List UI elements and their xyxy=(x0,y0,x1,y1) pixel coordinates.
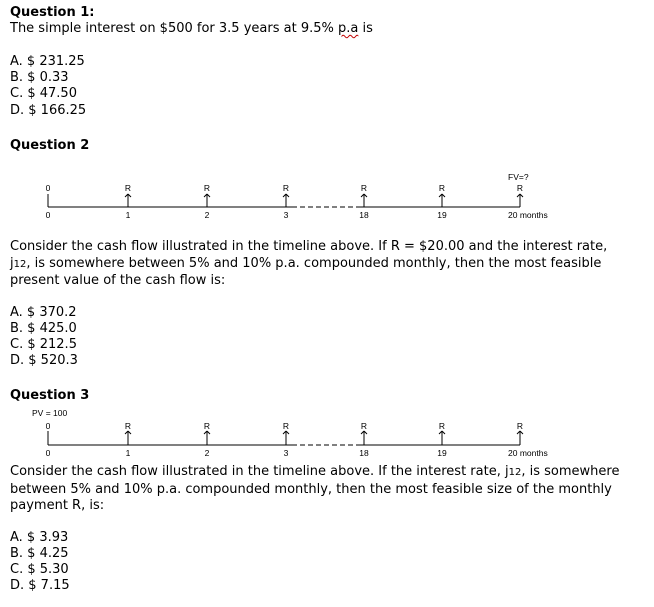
question-2-option-b: B. $ 425.0 xyxy=(10,321,77,336)
tl2-bottom-5: 19 xyxy=(437,210,447,220)
tl2-bottom-3: 3 xyxy=(283,210,289,220)
timeline-question-2 xyxy=(46,172,548,220)
tl3-top-3: R xyxy=(282,421,290,431)
question-2-option-c: C. $ 212.5 xyxy=(10,337,77,352)
tl2-top-3: R xyxy=(282,183,290,193)
question-1-option-a: A. $ 231.25 xyxy=(10,54,85,69)
tl2-top-0: 0 xyxy=(45,183,51,193)
question-1-text-part: The simple interest on $500 for 3.5 years at 9.5% xyxy=(10,21,338,36)
tl3-arrows xyxy=(48,431,523,445)
question-1-option-c: C. $ 47.50 xyxy=(10,86,77,101)
question-1-title: Question 1: xyxy=(10,5,95,20)
tl2-bottom-0: 0 xyxy=(45,210,51,220)
question-1-pa-text: p.a xyxy=(337,21,359,36)
question-3-option-c: C. $ 5.30 xyxy=(10,562,69,577)
tl2-bottom-2: 2 xyxy=(204,210,210,220)
question-2-text-line-2: , is somewhere between 5% and 10% p.a. compounded monthly, then the most feasible xyxy=(26,255,602,271)
question-3-option-d: D. $ 7.15 xyxy=(10,578,70,593)
tl3-bottom-2: 2 xyxy=(204,448,210,458)
tl2-fv-label: FV=? xyxy=(508,172,529,182)
tl3-bottom-6: 20 months xyxy=(508,448,548,458)
question-3-text-line-3: payment R, is: xyxy=(10,498,105,513)
question-3-text-line-2: between 5% and 10% p.a. compounded monthly, then the most feasible size of the monthly xyxy=(10,481,612,497)
question-2-j-symbol: j xyxy=(10,255,14,271)
tl3-bottom-3: 3 xyxy=(283,448,289,458)
tl3-bottom-0: 0 xyxy=(45,448,51,458)
question-3-option-a: A. $ 3.93 xyxy=(10,530,69,545)
question-1-option-b: B. $ 0.33 xyxy=(10,70,69,85)
question-3-text-line-1: Consider the cash flow illustrated in the timeline above. If the interest rate, xyxy=(10,464,505,479)
question-2-text-line-1: Consider the cash flow illustrated in the timeline above. If R = $20.00 and the interest rate, xyxy=(10,239,608,254)
question-3-text xyxy=(10,464,645,515)
tl3-bottom-4: 18 xyxy=(359,448,369,458)
question-3-text-line-1-end: , is somewhere xyxy=(521,464,620,479)
timeline-question-3 xyxy=(32,408,548,458)
question-3-title: Question 3 xyxy=(10,388,90,403)
tl3-top-2: R xyxy=(203,421,211,431)
tl2-bottom-4: 18 xyxy=(359,210,369,220)
tl2-top-2: R xyxy=(203,183,211,193)
question-2-text-line-3: present value of the cash flow is: xyxy=(10,273,226,288)
question-1-text-end: is xyxy=(358,21,373,36)
question-3-j-symbol: j xyxy=(504,464,509,479)
tl2-arrows xyxy=(48,194,523,207)
question-2-text xyxy=(10,239,645,290)
tl3-pv-label: PV = 100 xyxy=(32,408,68,418)
question-2-title: Question 2 xyxy=(10,138,90,153)
question-1-option-d: D. $ 166.25 xyxy=(10,103,87,118)
question-3-option-b: B. $ 4.25 xyxy=(10,546,69,561)
tl3-top-4: R xyxy=(360,421,368,431)
tl3-bottom-5: 19 xyxy=(437,448,447,458)
tl2-top-6: R xyxy=(516,183,524,193)
tl3-top-0: 0 xyxy=(45,421,51,431)
tl2-top-1: R xyxy=(124,183,132,193)
question-2-j-subscript: 12 xyxy=(13,258,27,270)
tl2-top-5: R xyxy=(438,183,446,193)
tl3-top-5: R xyxy=(438,421,446,431)
question-2-option-a: A. $ 370.2 xyxy=(10,305,77,320)
question-2-option-d: D. $ 520.3 xyxy=(10,353,78,368)
tl2-bottom-1: 1 xyxy=(125,210,131,220)
tl2-top-4: R xyxy=(360,183,368,193)
tl3-bottom-1: 1 xyxy=(125,448,131,458)
tl3-top-6: R xyxy=(516,421,524,431)
tl3-top-1: R xyxy=(124,421,132,431)
tl2-bottom-6: 20 months xyxy=(508,210,548,220)
question-3-j-subscript: 12 xyxy=(508,467,522,478)
